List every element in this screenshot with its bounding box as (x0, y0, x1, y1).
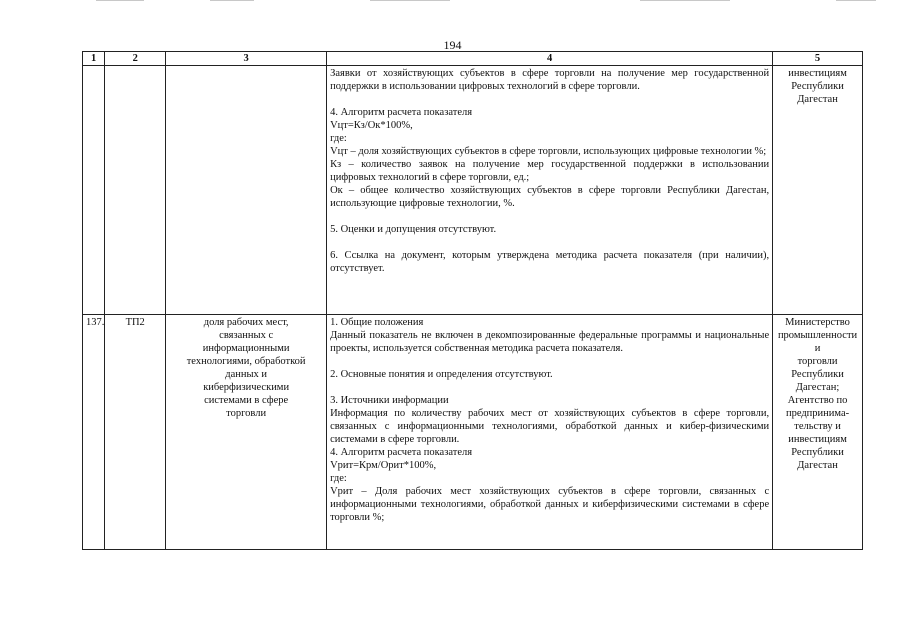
text-line: промышленности и (777, 330, 858, 354)
text-line: доля рабочих мест, (203, 317, 289, 328)
text-line: связанных с (219, 330, 274, 341)
text-line: Vцт – доля хозяйствующих субъектов в сфере торговли, использующих цифровые технологии %; (330, 146, 767, 157)
text-line: Агентство по (787, 395, 848, 406)
text-line: 2. Основные понятия и определения отсутствуют. (330, 369, 553, 380)
text-line: системами в сфере (204, 395, 289, 406)
paragraph-gap (330, 381, 769, 394)
text-line: где: (330, 473, 347, 484)
text-line: где: (330, 133, 347, 144)
methodology-text (330, 316, 769, 524)
text-line: предпринима- (785, 408, 850, 419)
page-number: 194 (443, 38, 462, 52)
row-number-cell (83, 66, 105, 315)
scan-edge-mark (836, 0, 876, 1)
row-code-cell: ТП2 (105, 315, 166, 550)
table-row (83, 66, 863, 315)
text-line: 4. Алгоритм расчета показателя (330, 107, 473, 118)
text-line: 6. Ссылка на документ, которым утверждена методика расчета показателя (при наличии), отсутствует. (330, 250, 770, 274)
text-line: Республики (791, 81, 844, 92)
text-line: Кз – количество заявок на получение мер государственной поддержки в использовании цифровых технологий в сфере торговли, ед.; (330, 159, 770, 183)
responsible-cell (773, 66, 863, 315)
text-line: инвестициям (788, 434, 847, 445)
indicator-name-text (169, 316, 323, 420)
text-line: тельству и (794, 421, 841, 432)
indicator-table (82, 51, 863, 550)
text-line: информационными (202, 343, 290, 354)
text-line: Vцт=Кз/Ок*100%, (330, 120, 413, 131)
text-line: 1. Общие положения (330, 317, 424, 328)
indicator-name-cell (166, 66, 327, 315)
text-line: Республики (791, 447, 844, 458)
text-line: технологиями, обработкой (186, 356, 306, 367)
text-line: Vрит=Крм/Орит*100%, (330, 460, 437, 471)
text-line: Заявки от хозяйствующих субъектов в сфере торговли на получение мер государственной поддержки в использовании цифровых технологий в сфере торговли. (330, 68, 770, 92)
text-line: Vрит – Доля рабочих мест хозяйствующих субъектов в сфере торговли, связанных с информационными технологиями, обработкой данных и киберфизическими системами в сфере торговли %; (330, 486, 770, 523)
text-line: торговли (797, 356, 838, 367)
paragraph-gap (330, 210, 769, 223)
paragraph-gap (330, 236, 769, 249)
column-header: 5 (773, 52, 863, 66)
text-line: 5. Оценки и допущения отсутствуют. (330, 224, 497, 235)
paragraph-gap (330, 355, 769, 368)
scan-edge-mark (210, 0, 254, 1)
responsible-text (776, 316, 859, 472)
methodology-text (330, 67, 769, 275)
methodology-cell (327, 315, 773, 550)
table-header-row (83, 52, 863, 66)
text-line: Дагестан (797, 94, 838, 105)
paragraph-gap (330, 93, 769, 106)
text-line: 4. Алгоритм расчета показателя (330, 447, 473, 458)
responsible-cell (773, 315, 863, 550)
text-line: Дагестан; (795, 382, 840, 393)
text-line: Ок – общее количество хозяйствующих субъектов в сфере торговли Республики Дагестан, использующие цифровые технологии, %. (330, 185, 770, 209)
text-line: инвестициям (788, 68, 847, 79)
scan-edge-mark (370, 0, 450, 1)
column-header: 3 (166, 52, 327, 66)
responsible-text (776, 67, 859, 106)
column-header: 1 (83, 52, 105, 66)
row-code-cell (105, 66, 166, 315)
text-line: 3. Источники информации (330, 395, 449, 406)
scan-edge-mark (640, 0, 730, 1)
column-header: 4 (327, 52, 773, 66)
column-header: 2 (105, 52, 166, 66)
table-row (83, 315, 863, 550)
row-number-cell: 137. (83, 315, 105, 550)
text-line: Данный показатель не включен в декомпозированные федеральные программы и национальные проекты, используется собственная методика расчета показателя. (330, 330, 770, 354)
indicator-name-cell (166, 315, 327, 550)
text-line: Дагестан (797, 460, 838, 471)
methodology-cell (327, 66, 773, 315)
text-line: данных и (225, 369, 268, 380)
text-line: Информация по количеству рабочих мест от хозяйствующих субъектов в сфере торговли, связанных с информационными технологиями, обработкой данных и кибер-физическими системами в сфере торговли. (330, 408, 770, 445)
text-line: Республики (791, 369, 844, 380)
text-line: Министерство (785, 317, 850, 328)
scan-edge-mark (96, 0, 144, 1)
text-line: киберфизическими (203, 382, 290, 393)
text-line: торговли (226, 408, 267, 419)
